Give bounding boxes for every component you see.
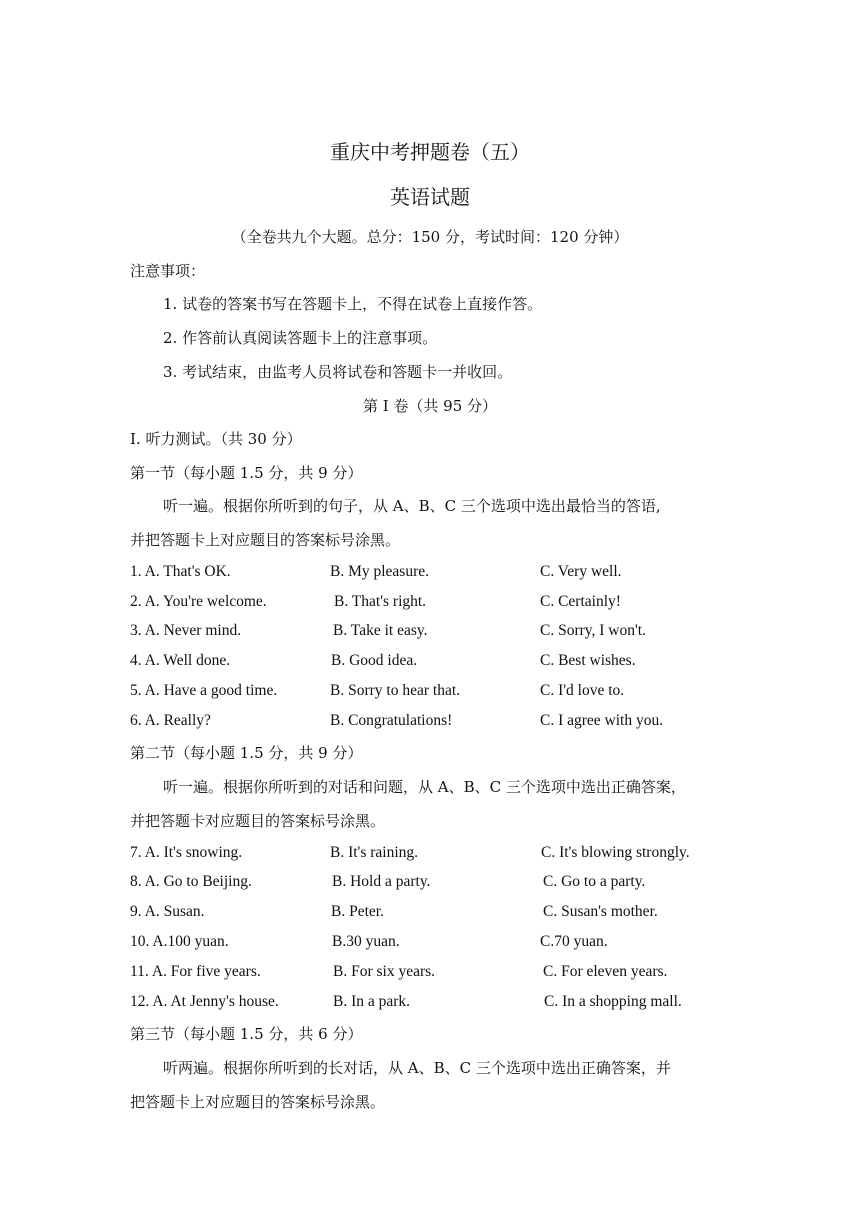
section-instruction: 听一遍。根据你所听到的句子，从 A、B、C 三个选项中选出最恰当的答语, (163, 497, 661, 515)
question-option-c: C. In a shopping mall. (544, 993, 682, 1010)
question-option-a: 9. A. Susan. (130, 903, 205, 920)
note-item: 3. 考试结束，由监考人员将试卷和答题卡一并收回。 (163, 363, 513, 381)
question-option-a: 2. A. You're welcome. (130, 593, 267, 610)
question-option-c: C. Susan's mother. (543, 903, 658, 920)
question-option-b: B. It's raining. (330, 844, 419, 861)
question-option-c: C. Go to a party. (543, 873, 646, 890)
note-item: 2. 作答前认真阅读答题卡上的注意事项。 (163, 329, 438, 347)
exam-info: （全卷共九个大题。总分：150 分，考试时间：120 分钟） (231, 228, 629, 246)
question-option-b: B. My pleasure. (330, 563, 430, 580)
question-option-a: 4. A. Well done. (130, 652, 231, 669)
volume-heading: 第 I 卷（共 95 分） (362, 397, 498, 415)
question-option-a: 1. A. That's OK. (130, 563, 231, 580)
question-option-b: B. Peter. (331, 903, 384, 920)
question-option-c: C. Sorry, I won't. (540, 622, 646, 639)
section-instruction: 并把答题卡上对应题目的答案标号涂黑。 (130, 531, 401, 549)
question-option-c: C. Certainly! (540, 593, 621, 610)
question-option-c: C. For eleven years. (543, 963, 668, 980)
exam-title: 重庆中考押题卷（五） (330, 140, 530, 164)
question-option-a: 6. A. Really? (130, 712, 211, 729)
question-option-a: 11. A. For five years. (130, 963, 261, 980)
question-option-c: C. Best wishes. (540, 652, 636, 669)
question-option-b: B. Hold a party. (332, 873, 431, 890)
question-option-a: 12. A. At Jenny's house. (130, 993, 279, 1010)
question-option-b: B. That's right. (334, 593, 427, 610)
question-option-b: B. Take it easy. (333, 622, 428, 639)
section-heading: 第一节（每小题 1.5 分，共 9 分） (130, 464, 363, 482)
part-heading: I. 听力测试。（共 30 分） (130, 430, 302, 448)
question-option-a: 8. A. Go to Beijing. (130, 873, 252, 890)
question-option-a: 10. A.100 yuan. (130, 933, 229, 950)
question-option-b: B.30 yuan. (332, 933, 400, 950)
question-option-b: B. Good idea. (331, 652, 418, 669)
question-option-c: C. I agree with you. (540, 712, 664, 729)
section-heading: 第二节（每小题 1.5 分，共 9 分） (130, 744, 363, 762)
question-option-c: C. I'd love to. (540, 682, 625, 699)
section-heading: 第三节（每小题 1.5 分，共 6 分） (130, 1025, 363, 1043)
question-option-a: 3. A. Never mind. (130, 622, 242, 639)
section-instruction: 听一遍。根据你所听到的对话和问题，从 A、B、C 三个选项中选出正确答案， (163, 778, 686, 796)
note-item: 1. 试卷的答案书写在答题卡上，不得在试卷上直接作答。 (163, 295, 543, 313)
question-option-c: C. Very well. (540, 563, 622, 580)
question-option-c: C. It's blowing strongly. (541, 844, 690, 861)
question-option-a: 7. A. It's snowing. (130, 844, 243, 861)
notes-heading: 注意事项： (130, 262, 206, 280)
section-instruction: 并把答题卡对应题目的答案标号涂黑。 (130, 812, 386, 830)
section-instruction: 听两遍。根据你所听到的长对话，从 A、B、C 三个选项中选出正确答案，并 (163, 1059, 671, 1077)
question-option-b: B. For six years. (333, 963, 436, 980)
question-option-b: B. In a park. (333, 993, 411, 1010)
section-instruction: 把答题卡上对应题目的答案标号涂黑。 (130, 1093, 386, 1111)
exam-subtitle: 英语试题 (390, 185, 470, 209)
question-option-a: 5. A. Have a good time. (130, 682, 278, 699)
question-option-b: B. Congratulations! (330, 712, 453, 729)
question-option-c: C.70 yuan. (540, 933, 608, 950)
question-option-b: B. Sorry to hear that. (330, 682, 461, 699)
